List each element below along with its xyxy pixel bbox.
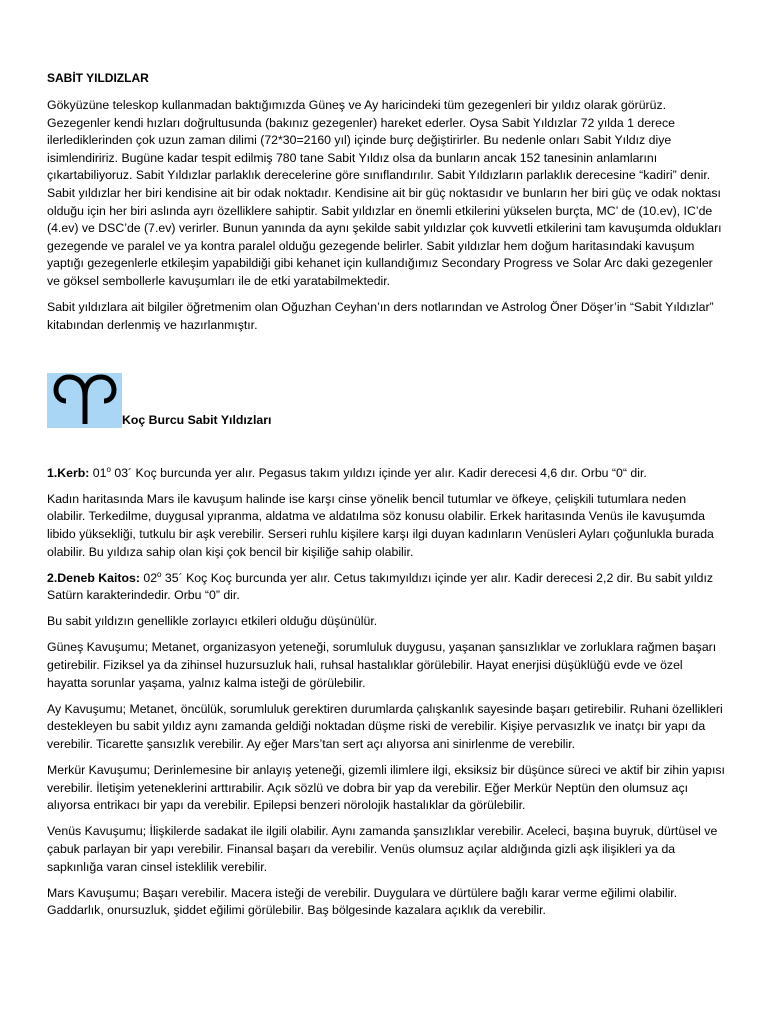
star-degree: 01 bbox=[92, 465, 107, 480]
star-position: 35´ Koç Koç burcunda yer alır. Cetus takımyıldızı içinde yer alır. Kadir derecesi 2,2 dir. Bu sabit yıldız Satürn karakterindedir. Orbu “0” dir. bbox=[47, 570, 714, 603]
degree-mark: o bbox=[157, 569, 162, 579]
star-paragraph: Ay Kavuşumu; Metanet, öncülük, sorumluluk gerektiren durumlarda çalışkanlık sayesinde başarı getirebilir. Ruhani özellikleri destekleyen bu sabit yıldız aynı zamanda geldiği noktadan düşme riski de verebilir. Kişiye pervasızlık ve inatçı bir yapı da verebilir. Ticarette şansızlık verebilir. Ay eğer Mars’tan sert açı alıyorsa ani sinirlenme de verebilir. bbox=[47, 701, 723, 751]
star-paragraph: Bu sabit yıldızın genellikle zorlayıcı etkileri olduğu düşünülür. bbox=[47, 614, 378, 629]
star-name: 2.Deneb Kaitos: bbox=[47, 570, 140, 585]
star-paragraph: Mars Kavuşumu; Başarı verebilir. Macera isteği de verebilir. Duygulara ve dürtülere bağlı karar verme eğilimi olabilir. Gaddarlık, onursuzluk, şiddet eğilimi görülebilir. Baş bölgesinde kazalara açıklık da verebilir. bbox=[47, 885, 678, 918]
star-paragraph: Merkür Kavuşumu; Derinlemesine bir anlayış yeteneği, gizemli ilimlere ilgi, eksiksiz bir düşünce süreci ve aktif bir zihin yapısı verebilir. İletişim yeteneklerini arttırabilir. Açık sözlü ve dobra bir yap da verebilir. Eğer Merkür Neptün den olumsuz açı alıyorsa entrikacı bir yapı da verebilir. Epilepsi benzeri nörolojik hastalıklar da görülebilir. bbox=[47, 763, 725, 813]
intro-paragraph-1: Gökyüzüne teleskop kullanmadan baktığımızda Güneş ve Ay haricindeki tüm gezegenleri bir yıldız olarak görürüz. Gezegenler kendi hızları doğrultusunda (bakınız gezegenler) hareket ederler. Oysa Sabit Yıldızlar 72 yılda 1 derece ilerlediklerinden çok uzun zaman dilimi (72*30=2160 yıl) içinde burç değiştirirler. Bu nedenle onları Sabit Yıldız diye isimlendiririz. Bugüne kadar tespit edilmiş 780 tane Sabit Yıldız olsa da bunların ancak 152 tanesinin anlamlarını çıkartabiliyoruz. Sabit Yıldızlar parlaklık derecelerine göre sınıflandırılır. Sabit Yıldızların parlaklık derecesine “kadiri” denir. Sabit yıldızlar her biri kendisine ait bir odak noktadır. Kendisine ait bir güç noktasıdır ve bunların her biri güç ve odak noktası olduğu için her biri aslında ayrı özelliklere sahiptir. Sabit yıldızlar en önemli etkilerini yükselen burçta, MC’ de (10.ev), IC’de (4.ev) ve DSC’de (7.ev) verirler. Bunun yanında da aynı şekilde sabit yıldızlar çok kuvvetli etkilerini tam kavuşumda oldukları gezegende ve paralel ve ya kontra paralel olduğu gezegende belirler. Sabit yıldızlar hem doğum haritasındaki kavuşum yaptığı gezegenlerle etkileşim yapabildiği gibi kehanet için kullandığımız Secondary Progress ve Solar Arc daki gezegenler ve göksel sembollerle kavuşumları ile de etki yaratabilmektedir. bbox=[47, 98, 722, 288]
star-paragraph: Güneş Kavuşumu; Metanet, organizasyon yeteneği, sorumluluk duygusu, yaşanan şansızlıklar ve zorluklara rağmen başarı getirebilir. Fiziksel ya da zihinsel huzursuzluk hali, ruhsal hastalıklar görülebilir. Hayat enerjisi düşüklüğü evde ve özel hayatta sorunlar yaşama, yalnız kalma isteği de görülebilir. bbox=[47, 640, 717, 690]
star-heading-kerb bbox=[47, 465, 725, 483]
star-paragraph: Kadın haritasında Mars ile kavuşum halinde ise karşı cinse yönelik bencil tutumlar ve öfkeye, çelişkili tutumlara neden olabilir. Terkedilme, duygusal yıpranma, aldatma ve aldatılma söz konusu olabilir. Erkek haritasında Venüs ile kavuşumda libido yüksekliği, tutkulu bir aşk verebilir. Serseri ruhlu kişilere karşı ilgi duyan kadınların Venüsleri Ayları çoğunlukla burada olabilir. Bu yıldıza sahip olan kişi çok bencil bir kişiliğe sahip olabilir. bbox=[47, 491, 714, 559]
degree-mark: o bbox=[106, 464, 111, 474]
star-paragraph: Venüs Kavuşumu; İlişkilerde sadakat ile ilgili olabilir. Aynı zamanda şansızlıklar verebilir. Aceleci, başına buyruk, dürtüsel ve çabuk parlayan bir yapı verebilir. Finansal başarı da verebilir. Venüs olumsuz açılar aldığında gizli aşk ilişikleri ya da sapkınlığa varan cinsel isteklilik verebilir. bbox=[47, 824, 718, 874]
section-heading bbox=[47, 373, 725, 428]
aries-icon bbox=[47, 373, 122, 428]
star-name: 1.Kerb: bbox=[47, 465, 90, 480]
document-title: SABİT YILDIZLAR bbox=[47, 71, 149, 85]
document-body bbox=[47, 70, 725, 928]
section-spacer bbox=[47, 343, 725, 373]
star-heading-deneb-kaitos bbox=[47, 570, 725, 605]
star-degree: 02 bbox=[143, 570, 158, 585]
star-position: 03´ Koç burcunda yer alır. Pegasus takım yıldızı içinde yer alır. Kadir derecesi 4,6 dır. Orbu “0“ dir. bbox=[110, 465, 647, 480]
section-title: Koç Burcu Sabit Yıldızları bbox=[122, 412, 272, 427]
intro-paragraph-2: Sabit yıldızlara ait bilgiler öğretmenim olan Oğuzhan Ceyhan’ın ders notlarından ve Astrolog Öner Döşer’in “Sabit Yıldızlar” kitabından derlenmiş ve hazırlanmıştır. bbox=[47, 300, 714, 332]
